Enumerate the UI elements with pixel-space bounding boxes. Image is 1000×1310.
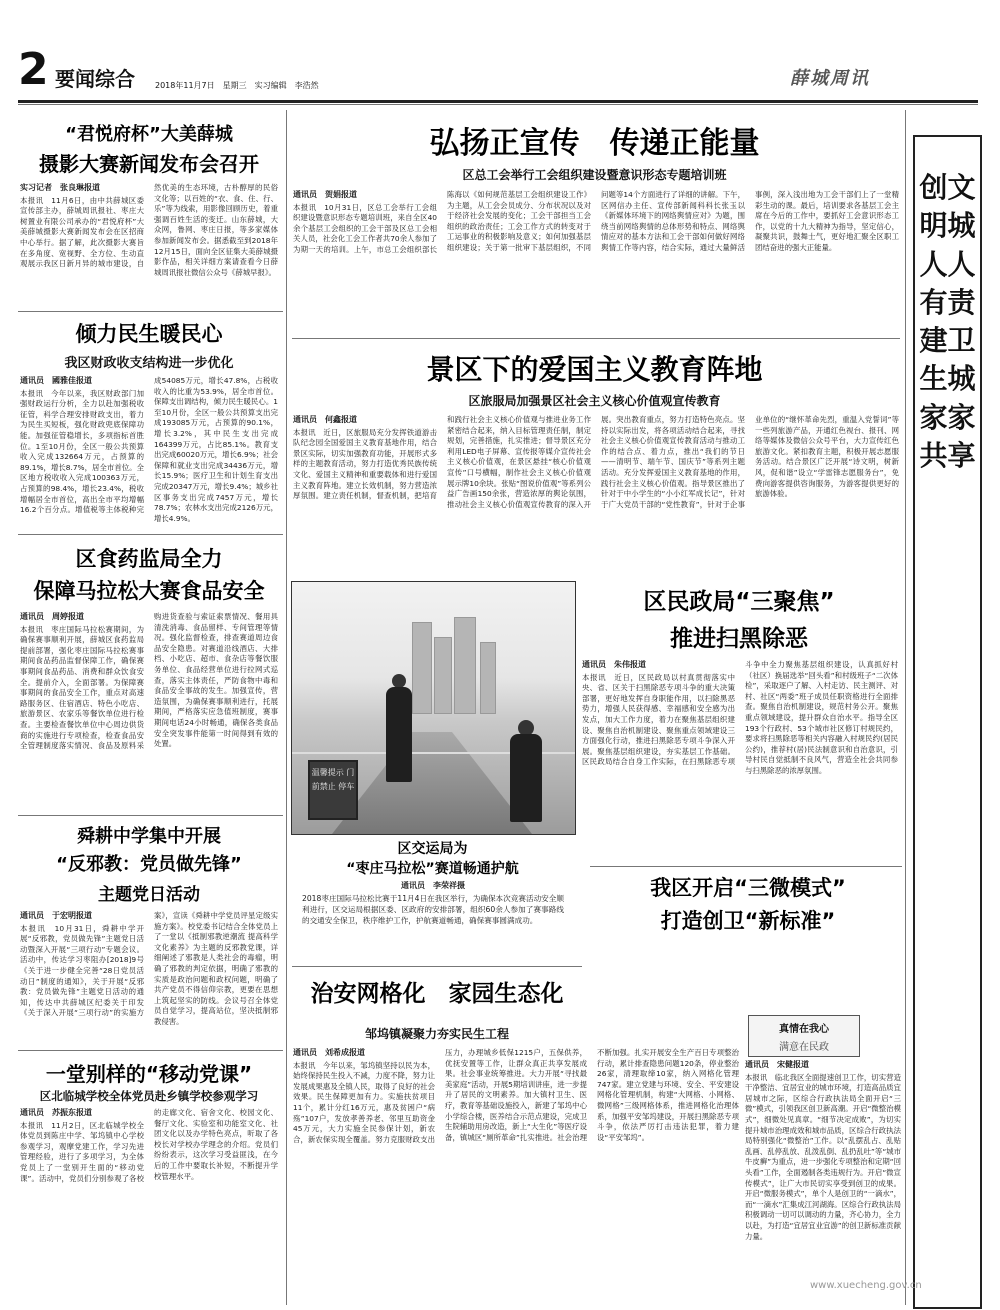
article-body (20, 612, 278, 810)
article-subtitle: 打造创卫“新标准” (660, 909, 836, 933)
article-byline: 通讯员 刘希成报道 (293, 1048, 365, 1057)
column-rule-right (905, 110, 906, 1305)
photo-building (454, 617, 476, 714)
article-subtitle: 区北临城学校全体党员赴乡镇学校参观学习 (39, 1089, 259, 1103)
article-text: 本报讯 10月31日，舜耕中学开展“反邪教，党员做先锋”主题党日活动暨深入开展“三项行动”专题会议。活动中，传达学习枣阻办[2018]9号《关于进一步健全完善“28日党员活动日”制度的通知》，关于开展“反邪教：党员做先锋”主题党日活动的通知，传达中共薛城区纪委关于印发《关于深入开展“三项行动”的实施方案》，宣读《舜耕中学党员评星定级实施方案》。校党委书记结合全体党员上了一堂以《抵制邪教逆潮流 提高科学文化素养》为主题的反邪教党课，详细阐述了邪教是人类社会的毒瘤，明确了邪教的判定依据，明确了邪教的实质是政治问题和政权问题，明确了共产党员不得信仰宗教，更要在思想上筑起坚实的防线。会议号召全体党员自觉学习，提高站位，坚决抵制邪教侵害。 (20, 911, 278, 1026)
photo-road (332, 732, 532, 834)
newspaper-brand: 薛城周讯 (790, 68, 870, 89)
article-subtitle: 区总工会举行工会组织建设暨意识形态专题培训班 (462, 168, 727, 182)
website-watermark: www.xuecheng.gov.cn (810, 1280, 922, 1291)
article-headline: 摄影大赛新闻发布会召开 (39, 152, 259, 176)
article-kicker: “君悦府杯”大美薛城 (65, 124, 233, 145)
article-divider (18, 1050, 283, 1051)
article-body (20, 911, 278, 1045)
article-headline: 区食药监局全力 (75, 547, 223, 571)
header-rule-thin (18, 104, 978, 105)
article-byline: 通讯员 國雅佳报道 (20, 376, 92, 385)
header-rule (18, 100, 978, 103)
article-headline: 一堂别样的“移动党课” (45, 1062, 253, 1086)
article-byline: 通讯员 贺娟报道 (293, 190, 357, 199)
article-subtitle: 我区财政收支结构进一步优化 (64, 356, 234, 371)
article-headline: “反邪教：党员做先锋” (56, 854, 242, 875)
news-photo (291, 581, 576, 835)
article-divider (18, 815, 283, 816)
photo-sign: 温馨提示 门前禁止 停车 (308, 760, 358, 820)
photo-building (480, 642, 496, 714)
article-body (745, 1060, 901, 1280)
article-headline: 我区开启“三微模式” (650, 876, 846, 900)
article-text: 本报讯 11月2日，区北临城学校全体党员到陈庄中学、邹坞镇中心学校参观学习，观摩党建工作，学习先进管理经验，进行了多项学习，为全体党员上了一堂别开生面的“移动党课”。活动中，党员们分别参观了各校的走廊文化、宿舍文化、校园文化、餐厅文化、实验室和功能室文化、社团文化以及办学特色亮点，听取了各校长对学校办学理念的介绍。党员们纷纷表示，这次学习受益匪浅，在今后的工作中要取长补短，不断提升学校管理水平。 (20, 1108, 278, 1183)
article-byline: 通讯员 苏振东报道 (20, 1108, 92, 1117)
article-byline: 实习记者 张良琳报道 (20, 183, 100, 192)
article-text: 本报讯 临北我区全面提速创卫工作，切实营造干净整洁、宜居宜业的城市环境，打造高品质宜居城市之际，区综合行政执法局全面开启“三微”模式，引领我区创卫新高潮。开启“微整治模式”，细微处见真章。“细节决定成败”，为切实提升城市治理成效和城市品质，区综合行政执法局特别强化“微整治”工作。以“乱摆乱占、乱贴乱画、乱停乱放、乱泼乱倒、乱扔乱吐”等“城市牛皮癣”为重点，进一步强化专项整治和定期“回头看”工作，全面遏制各类违规行为。开启“微宣传模式”，让广大市民切实享受到创卫的成果。开启“微服务模式”，单个人是创卫的“一滴水”，而“一滴水”汇集成江河湖海。区综合行政执法局积极调动一切可以调动的力量，齐心协力，全力以赴，为打造“宜居宜业宜游”的创卫新标准贡献力量。 (745, 1072, 901, 1241)
article-headline: 弘扬正宣传 传递正能量 (429, 126, 760, 161)
photo-caption (302, 880, 564, 962)
article-kicker: 舜耕中学集中开展 (77, 826, 221, 847)
article-body (293, 415, 899, 575)
article-divider (18, 311, 283, 312)
article-divider (292, 338, 900, 339)
column-rule-left (286, 110, 287, 1305)
stamp-line-1: 真情在我心 (779, 1024, 829, 1035)
photo-headline: 区交运局为 (397, 841, 468, 857)
article-headline: 区民政局“三聚焦” (643, 589, 835, 615)
article-headline: 景区下的爱国主义教育阵地 (426, 353, 763, 386)
slogan-box (913, 135, 982, 1309)
vertical-slogan: 创文明城人人有责建卫生城家家共享 (919, 171, 976, 473)
article-divider (590, 866, 902, 867)
article-divider (292, 966, 582, 967)
photo-person (386, 687, 412, 782)
article-byline: 通讯员 周婷报道 (20, 612, 84, 621)
issue-info: 2018年11月7日 星期三 实习编辑 李浩然 (155, 81, 319, 90)
article-byline: 通讯员 朱伟报道 (582, 660, 646, 669)
article-text: 本报讯 10月31日，区总工会举行工会组织建设暨意识形态专题培训班，来自全区40余个基层工会组织的工会干部及区总工会相关人员，社会化工会工作者共70余人参加了为期一天的培训。上午，市总工会组织部长陈海以《如何规范基层工会组织建设工作》为主题，从工会会员成分、分布状况以及对于经济社会发展的变化；工会干部担当工会组织的政治责任；工会工作方式的转变对于工运事业的积极影响及意义；如何加强基层组织建设；关于第一批审下基层组织，不同问题等14个方面进行了详细的讲解。下午，区网信办主任、宣传部新闻科科长张玉以《新媒体环境下的网络舆情应对》为题，围绕当前网络舆情的总体形势和特点、网络舆情应对的基本方法和工会干部如何做好网络舆情工作等内容，结合实际，通过大量鲜活事例，深入浅出地为工会干部们上了一堂精彩生动的课。最后，培训要求各基层工会主席在今后的工作中，要抓好工会意识形态工作，以党的十九大精神为指导，坚定信心，凝聚共识，鼓舞士气，更好地汇聚全区职工团结奋进的强大正能量。 (293, 190, 899, 254)
article-subtitle: 区旅服局加强景区社会主义核心价值观宣传教育 (468, 394, 721, 408)
photo-subtitle: “枣庄马拉松”赛道畅通护航 (346, 861, 519, 877)
article-divider (18, 534, 283, 535)
article-byline: 通讯员 何鑫报道 (293, 415, 357, 424)
photo-person-head (392, 674, 406, 688)
article-body (20, 1108, 278, 1304)
article-subtitle: 邹坞镇凝聚力夯实民生工程 (364, 1027, 509, 1041)
page-number: 2 (18, 48, 49, 92)
stamp-line-2: 满意在民政 (779, 1042, 829, 1053)
article-body (293, 190, 899, 332)
photo-person (510, 734, 542, 822)
article-text: 本报讯 11月6日，由中共薛城区委宣传部主办，薛城周讯报社、枣庄大树置业有限公司承办的“君悦府杯”大美薛城摄影大赛新闻发布会在区招商中心举行。据了解，此次摄影大赛旨在多角度、宽视野、全方位、生动直观展示我区日新月异的城市建设，自然优美的生态环境，古朴醇厚的民俗文化等；以百姓的“衣、食、住、行、乐”等为线索，用影像回顾历史，着重强调百姓生活的变迁。山东薛城，大众网，鲁网、枣庄日报，等多家媒体参加新闻发布会。据悉截至到2018年12月15日，面向全区征集大美薛城摄影作品，相关详细方案请查看今日薛城周讯报社微信公众号《薛城早报》。 (20, 183, 278, 277)
article-body (293, 1048, 739, 1304)
photo-byline: 通讯员 李荣祥摄 (401, 881, 465, 890)
article-byline: 通讯员 宋健报道 (745, 1060, 809, 1069)
article-subtitle: 推进扫黑除恶 (670, 626, 808, 652)
article-text: 本报讯 今年以来，邹坞镇坚持以民为本，始终保持民生投入不减，力度不降，努力让发展成果惠及全镇人民，取得了良好的社会效果。民生保障更加有力。实施扶贫项目11个，累计分红16万元，惠及贫困户“病殇”107户，发放孝善养老、邻里互助资金45万元，大力实施全民参保计划，新农合，新农保实现全覆盖。努力克服财政支出压力，办理城乡低保1215户，五保供养，优抚安置等工作，让群众真正共享发展成果。社会事业统筹推进。大力开展“寻找最美家庭”活动，开展5期培训讲座，进一步提升了居民的文明素养。加大镇村卫生、医疗，教育等基础设施投入，新建了邹坞中心小学综合楼，医养结合示范点建设，完成卫生院辅助用房改造，新上“大生化”等医疗设备，镇城区“厕所革命”扎实推进。社会治理不断加强。扎实开展安全生产百日专项整治行动，累计排查隐患问题120条，停业整治26家，清理取缔10家，纳入网格化管理747家。建立党建与环境、安全、平安建设网格化管理机制，构建“大网格、小网格、微网格”三级网格体系，推进网格化治理体系，加强平安邹坞建设，开展扫黑除恶专项斗争，依法严厉打击违法犯罪，着力建设“平安邹坞”。 (293, 1048, 739, 1144)
article-subtitle: 主题党日活动 (98, 885, 200, 905)
article-text: 本报讯 今年以来，我区财政部门加强财政运行分析，全力以赴加强税收征管，科学合理安排财政支出，着力为民生买短板，强化财政兜底保障功能。加强征管稳增长，多项指标首胜位。1至10月份，全区一般公共预算收入完成132664万元，占预算的89.1%，增长8.7%，居全市首位。全区地方税收收入完成100363万元，占预算的98.4%，增长23.4%，税收增幅居全市首位，高出全市平均增幅16.2个百分点。增值税等主体税种完成54085万元，增长47.8%，占税收收入的比重为53.9%，居全市首位。保障支出调结构，倾力民生暖民心。1至10月份，全区一般公共预算支出完成193085万元，占预算的90.1%，增长3.2%，其中民生支出完成164399万元，占比85.1%。教育支出完成60020万元，增长6.9%；社会保障和就业支出完成34436万元，增长15.9%；医疗卫生和计划生育支出完成20347万元，增长9.4%；城乡社区事务支出完成7457万元，增长78.7%；农林水支出完成2126万元，增长4.9%。 (20, 376, 278, 523)
photo-building (434, 637, 452, 714)
article-body (20, 183, 278, 307)
article-byline: 通讯员 于宏明报道 (20, 911, 92, 920)
slogan-stamp (748, 1015, 860, 1057)
article-headline: 倾力民生暖民心 (75, 322, 223, 346)
section-title: 要闻综合 (55, 67, 135, 91)
article-body (20, 376, 278, 526)
article-text: 本报讯 近日，区旅服局充分发挥铁道游击队纪念园全国爱国主义教育基地作用，结合景区实际，切实加强教育功能，开展形式多样的主题教育活动，努力打造优秀民族传统文化、爱国主义精神和重要载体和进行爱国主义教育阵地。建立长效机制，努力营造浓厚氛围。建立责任机制，督查机制，把培育和践行社会主义核心价值观与推进业务工作紧密结合起来，纳入目标管理责任制，制定规划，完善措施，扎实推进；督导景区充分利用LED电子屏幕、宣传报等媒介宣传社会主义核心价值观，在景区悬挂“核心价值观宣传”口号横幅，制作社会主义核心价值观展示牌10余块。张贴“图说价值观”等系列公益广告画150余张，营造浓厚的舆论氛围，推动社会主义核心价值观宣传教育的深入开展。突出教育重点，努力打造特色亮点。坚持以实际出发，将各项活动结合起来，寻找社会主义核心价值观宣传教育活动与推动工作的结合点、着力点，推出“我们的节日——清明节、端午节、国庆节”等系列主题活动。充分发挥爱国主义教育基地的作用，践行社会主义核心价值观。指导景区推出了针对于中小学生的“小小红军成长记”，针对于广大党员干部的“党性教育”，针对于企事业单位的“继怀革命先烈，重温入党誓词”等一些列旅游产品，开通红色视台、报刊、网络等媒体及微信公众号平台，大力宣传红色旅游文化。紧扣教育主题，积极开展志愿服务活动。结合景区广泛开展“诗文明，树新风，促和谐”设立“学雷锋志愿服务台”，免费向游客提供咨询服务，为游客提供更好的旅游体验。 (293, 415, 899, 509)
article-headline: 治安网格化 家园生态化 (310, 981, 564, 1007)
article-text: 本报讯 枣庄国际马拉松赛期间，为确保赛事顺利开展，薛城区食药监局提前部署，强化枣庄国际马拉松赛事期间食品药品监督保障工作，确保赛事期间食品药品、消费和群众饮食安全。提前介入，全面部署。为保障赛事期间的食品安全工作，重点对高速路服务区、住宿酒店、特色小吃店、旅游景区、农家乐等餐饮单位进行检查。主要检查餐饮单位中心周边供货商的实施进行专项检查，检查食品安全管理制度落实情况、食品及原料采购进货查验与索证索票情况、餐用具清洗消毒、食品留样、专间管理等情况。强化监督检查，排查赛道周边食品安全隐患。对赛道沿线酒店、大排档、小吃店、超市、食杂店等餐饮服务单位、食品经营单位进行拉网式巡查，落实主体责任，严防食物中毒和食品安全事故的发生。加强宣传，营造氛围，为确保赛事顺利进行，托展期间，严格落实应急值班制度，赛事期间电话24小时畅通，确保各类食品安全突发事件能第一时间得到有效的处置。 (20, 612, 278, 751)
article-headline-line2: 保障马拉松大赛食品安全 (33, 579, 265, 603)
article-text: 本报讯 近日，区民政局以村真贯彻落实中央、省、区关于扫黑除恶专项斗争的重大决策部署，更好地发挥自身职能作用，以扫除黑恶势力，增强人民获得感、幸福感和安全感为出发点，加大工作力度，着力在聚焦基层组织建设、聚焦自治机制建设、聚焦重点领域建设三方面强化行动，推进扫黑除恶专项斗争深入开展。聚焦基层组织建设，夯实基层工作基础。区民政局结合自身工作实际，在扫黑除恶专项斗争中全力聚焦基层组织建设，认真抓好村（社区）换届选举“回头看”和村级班子“二次体检”，采取逐户了解、入村走访、民主测评、对村、社区“两委”班子成员任职资格进行全面排查。聚焦自治机制建设，规范村务公开。聚焦重点领域建设，提升群众自治水平。指导全区193个行政村、53个城市社区修订村规民约，要求将扫黑除恶等相关内容融入村规民约(居民公约)，推荐村(居)民法制意识和自治意识，引导村民自觉抵制不良风气，营造全社会共同参与扫黑除恶的浓厚氛围。 (582, 660, 898, 775)
caption-text: 2018枣庄国际马拉松比赛于11月4日在我区举行，为确保本次竞赛活动安全顺利进行，区交运局根据区委、区政府的安排部署，组织60余人参加了赛事路线的交通安全保卫，秩序维护工作，护航赛道畅通，确保赛事圆满成功。 (302, 894, 564, 925)
photo-building (412, 622, 432, 714)
article-body (582, 660, 898, 1015)
